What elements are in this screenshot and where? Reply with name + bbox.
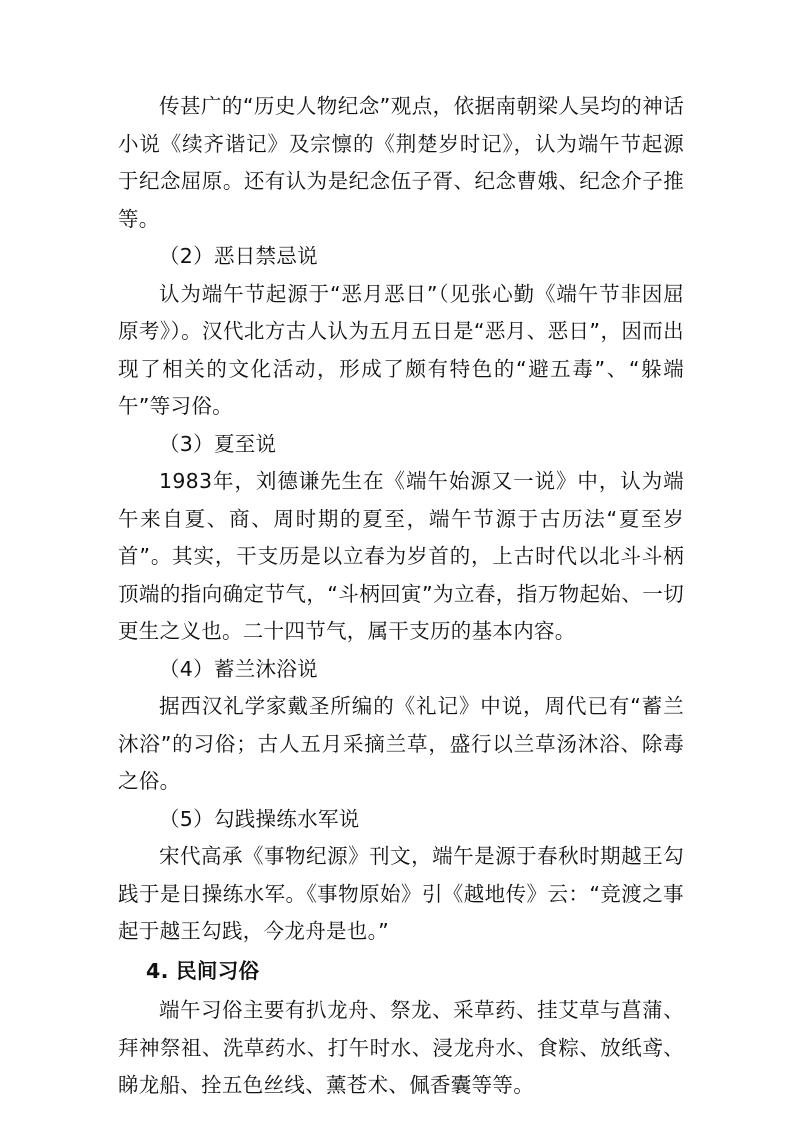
paragraph-summer-solstice: 1983年，刘德谦先生在《端午始源又一说》中，认为端午来自夏、商、周时期的夏至，端午节源于古历法“夏至岁首”。其实，干支历是以立春为岁首的，上古时代以北斗斗柄顶端的指向确定节气，“斗柄回寅”为立春，指万物起始、一切更生之义也。二十四节气，属干支历的基本内容。 (118, 469, 684, 643)
paragraph-orchid-bathing: 据西汉礼学家戴圣所编的《礼记》中说，周代已有“蓄兰沐浴”的习俗；古人五月采摘兰草，盛行以兰草汤沐浴、除毒之俗。 (118, 694, 684, 793)
paragraph-goujian-navy: 宋代高承《事物纪源》刊文，端午是源于春秋时期越王勾践于是日操练水军。《事物原始》引《越地传》云：“竞渡之事起于越王勾践，今龙舟是也。” (118, 844, 684, 943)
subheading-orchid-bathing: （4）蓄兰沐浴说 (159, 656, 318, 681)
section-heading-folk-customs: 4. 民间习俗 (146, 958, 260, 983)
paragraph-evil-day-taboo: 认为端午节起源于“恶月恶日”（见张心勤《端午节非因屈原考》）。汉代北方古人认为五月五日是“恶月、恶日”，因而出现了相关的文化活动，形成了颇有特色的“避五毒”、“躲端午”等习俗。 (118, 281, 684, 418)
document-body (118, 88, 684, 1105)
subheading-goujian-navy: （5）勾践操练水军说 (159, 806, 360, 831)
subheading-summer-solstice: （3）夏至说 (159, 431, 277, 456)
subheading-evil-day-taboo: （2）恶日禁忌说 (159, 244, 318, 268)
paragraph-historical-figures: 传甚广的“历史人物纪念”观点，依据南朝梁人吴均的神话小说《续齐谐记》及宗懔的《荆楚岁时记》，认为端午节起源于纪念屈原。还有认为是纪念伍子胥、纪念曹娥、纪念介子推等。 (118, 94, 684, 231)
paragraph-folk-customs: 端午习俗主要有扒龙舟、祭龙、采草药、挂艾草与菖蒲、拜神祭祖、洗草药水、打午时水、浸龙舟水、食粽、放纸鸢、睇龙船、拴五色丝线、薰苍术、佩香囊等等。 (118, 998, 684, 1097)
